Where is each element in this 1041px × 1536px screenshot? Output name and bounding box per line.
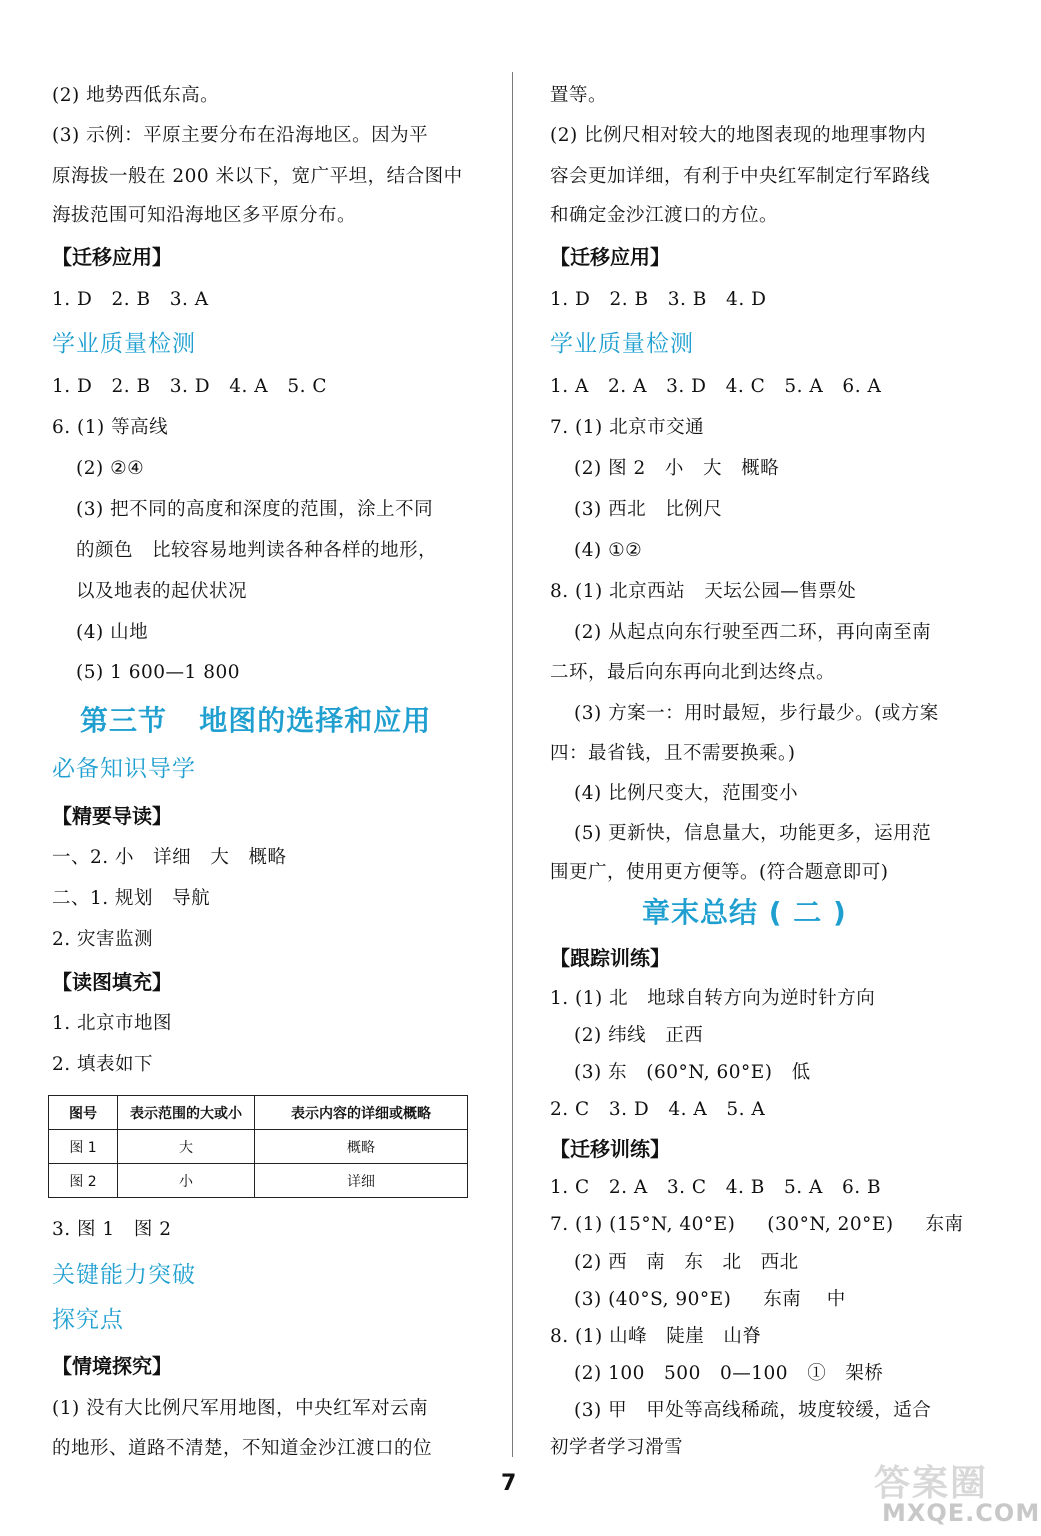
heading-dutu: 【读图填充】: [52, 970, 172, 994]
answer-line: 一、2. 小 详细 大 概略: [52, 847, 287, 868]
answer-line: 置等。: [550, 85, 608, 106]
answer-line: 原海拔一般在 200 米以下，宽广平坦，结合图中: [52, 166, 463, 187]
page-number: 7: [501, 1471, 517, 1496]
heading-guanjian: 关键能力突破: [52, 1262, 196, 1288]
answer-line: 1. 北京市地图: [52, 1013, 173, 1034]
heading-tanjiu: 探究点: [52, 1307, 124, 1333]
answer-line: (4) 山地: [76, 622, 149, 643]
answer-line: 1. D 2. B 3. D 4. A 5. C: [52, 376, 327, 397]
answer-line: (2) 比例尺相对较大的地图表现的地理事物内: [550, 125, 927, 146]
answer-line: (2) 纬线 正西: [574, 1025, 704, 1046]
answer-line: (2) 图 2 小 大 概略: [574, 458, 780, 479]
answer-line: (4) ①②: [574, 540, 643, 561]
answer-line: 8. (1) 北京西站 天坛公园—售票处: [550, 581, 857, 602]
answer-line: 3. 图 1 图 2: [52, 1219, 172, 1240]
answer-line: 的颜色 比较容易地判读各种各样的地形，: [76, 540, 438, 561]
heading-qingjing: 【情境探究】: [52, 1354, 172, 1378]
answer-line: (5) 更新快，信息量大，功能更多，运用范: [574, 823, 932, 844]
answer-line: 二环，最后向东再向北到达终点。: [550, 662, 836, 683]
watermark-logo: [860, 1455, 1041, 1530]
answer-line: 1. D 2. B 3. A: [52, 289, 209, 310]
heading-bibei: 必备知识导学: [52, 756, 196, 782]
heading-genzong: 【跟踪训练】: [550, 946, 670, 970]
table-cell: 图 1: [49, 1130, 118, 1164]
answer-line: 1. (1) 北 地球自转方向为逆时针方向: [550, 988, 876, 1009]
answer-line: 1. A 2. A 3. D 4. C 5. A 6. A: [550, 376, 882, 397]
answer-line: (3) 把不同的高度和深度的范围，涂上不同: [76, 499, 434, 520]
answer-line: 1. C 2. A 3. C 4. B 5. A 6. B: [550, 1177, 882, 1198]
answer-line: 围更广，使用更方便等。(符合题意即可): [550, 862, 889, 883]
table-cell: 大: [118, 1130, 255, 1164]
answer-line: (2) 西 南 东 北 西北: [574, 1252, 799, 1273]
table-header-row: [49, 1096, 468, 1130]
answer-line: 2. 填表如下: [52, 1054, 154, 1075]
answer-line: (3) 东 (60°N, 60°E) 低: [574, 1062, 811, 1083]
table-cell: 概略: [255, 1130, 468, 1164]
answer-line: 容会更加详细，有利于中央红军制定行军路线: [550, 166, 931, 187]
chapter-title: 章末总结 ( 二 ): [642, 896, 847, 929]
watermark-url: MXQE.COM: [882, 1499, 1041, 1527]
answer-line: (2) 100 500 0—100 ① 架桥: [574, 1363, 884, 1384]
answer-line: 6. (1) 等高线: [52, 417, 169, 438]
table-header: 表示内容的详细或概略: [255, 1096, 468, 1130]
table-cell: 小: [118, 1164, 255, 1198]
answer-line: 的地形、道路不清楚，不知道金沙江渡口的位: [52, 1438, 433, 1459]
answer-line: (2) 地势西低东高。: [52, 85, 220, 106]
answer-line: (1) 没有大比例尺军用地图，中央红军对云南: [52, 1398, 429, 1419]
answer-line: 二、1. 规划 导航: [52, 888, 211, 909]
column-divider: [512, 72, 513, 1457]
watermark-text: 答案圈: [874, 1463, 989, 1504]
answer-line: 7. (1) 北京市交通: [550, 417, 705, 438]
answer-line: (3) 方案一：用时最短，步行最少。(或方案: [574, 703, 939, 724]
answer-line: (2) ②④: [76, 458, 145, 479]
section-title: 第三节 地图的选择和应用: [80, 704, 432, 737]
answer-line: 海拔范围可知沿海地区多平原分布。: [52, 205, 357, 226]
answer-line: (3) (40°S, 90°E) 东南 中: [574, 1289, 846, 1310]
answer-line: 2. C 3. D 4. A 5. A: [550, 1099, 766, 1120]
table-cell: 图 2: [49, 1164, 118, 1198]
heading-jingyao: 【精要导读】: [52, 804, 172, 828]
table-header: 图号: [49, 1096, 118, 1130]
answer-line: 2. 灾害监测: [52, 929, 154, 950]
table-row: [49, 1130, 468, 1164]
heading-xueye-zhiliang: 学业质量检测: [550, 331, 694, 357]
heading-xueye-zhiliang: 学业质量检测: [52, 331, 196, 357]
heading-qianyi-yingyong: 【迁移应用】: [550, 245, 670, 269]
answer-line: 和确定金沙江渡口的方位。: [550, 205, 779, 226]
answer-line: 以及地表的起伏状况: [76, 581, 248, 602]
answer-line: 1. D 2. B 3. B 4. D: [550, 289, 767, 310]
answer-line: (2) 从起点向东行驶至西二环，再向南至南: [574, 622, 932, 643]
answer-line: (3) 示例：平原主要分布在沿海地区。因为平: [52, 125, 429, 146]
answer-line: 7. (1) (15°N, 40°E) (30°N, 20°E) 东南: [550, 1214, 964, 1235]
heading-qianyi-xunlian: 【迁移训练】: [550, 1137, 670, 1161]
answer-line: (3) 甲 甲处等高线稀疏，坡度较缓，适合: [574, 1400, 932, 1421]
answer-line: (5) 1 600—1 800: [76, 662, 241, 683]
answer-line: 初学者学习滑雪: [550, 1437, 684, 1458]
answer-line: 四：最省钱，且不需要换乘。): [550, 743, 796, 764]
heading-qianyi-yingyong: 【迁移应用】: [52, 245, 172, 269]
fill-table: [48, 1095, 468, 1198]
table-cell: 详细: [255, 1164, 468, 1198]
answer-line: 8. (1) 山峰 陡崖 山脊: [550, 1326, 762, 1347]
answer-line: (3) 西北 比例尺: [574, 499, 723, 520]
table-header: 表示范围的大或小: [118, 1096, 255, 1130]
answer-line: (4) 比例尺变大，范围变小: [574, 783, 799, 804]
table-row: [49, 1164, 468, 1198]
